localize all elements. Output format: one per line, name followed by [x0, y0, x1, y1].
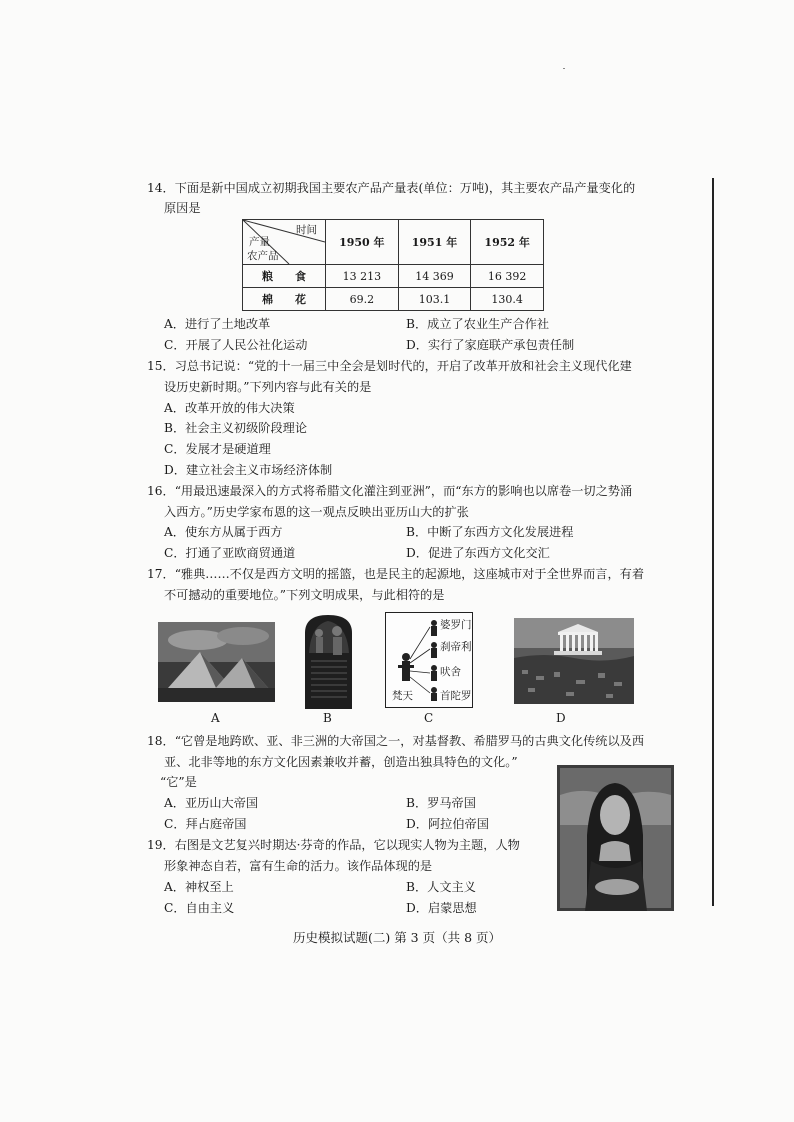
pyramids-drawing — [158, 622, 275, 702]
q18-stem-line3: “它”是 — [160, 775, 197, 789]
q14-stem-line1: 14．下面是新中国成立初期我国主要农产品产量表(单位：万吨)，其主要农产品产量变化的 — [147, 181, 636, 195]
table-row — [243, 265, 544, 288]
corner-label-output: 产量 — [249, 236, 270, 248]
q15-stem-line1: 15．习总书记说：“党的十一届三中全会是划时代的，开启了改革开放和社会主义现代化建 — [147, 359, 632, 373]
mona-lisa-image[interactable] — [557, 765, 674, 911]
q14-stem-line2: 原因是 — [164, 201, 201, 215]
q18-option-b[interactable]: B．罗马帝国 — [406, 796, 476, 810]
table-cell: 130.4 — [471, 288, 544, 311]
q18-option-d[interactable]: D．阿拉伯帝国 — [406, 817, 489, 831]
table-header-1952: 1952 年 — [471, 220, 544, 265]
table-cell: 69.2 — [326, 288, 399, 311]
q15-option-c[interactable]: C．发展才是硬道理 — [164, 442, 271, 456]
acropolis-image[interactable] — [514, 618, 634, 704]
q18-option-c[interactable]: C．拜占庭帝国 — [164, 817, 247, 831]
table-header-1950: 1950 年 — [326, 220, 399, 265]
q18-stem-line2: 亚、北非等地的东方文化因素兼收并蓄，创造出独具特色的文化。” — [164, 755, 518, 769]
table-corner-cell — [243, 220, 326, 265]
caste-label-brahma: 梵天 — [392, 690, 413, 702]
q19-option-b[interactable]: B．人文主义 — [406, 880, 476, 894]
image-label-a: A — [211, 711, 220, 725]
row-label-cotton: 棉 花 — [243, 288, 326, 311]
page-footer: 历史模拟试题(二) 第 3 页（共 8 页） — [292, 930, 502, 945]
stele-drawing — [299, 613, 358, 709]
table-row — [243, 288, 544, 311]
q19-stem-line1: 19．右图是文艺复兴时期达·芬奇的作品，它以现实人物为主题，人物 — [147, 838, 520, 852]
q17-stem-line1: 17．“雅典……不仅是西方文明的摇篮，也是民主的起源地，这座城市对于全世界而言，有着 — [147, 567, 645, 581]
q16-option-c[interactable]: C．打通了亚欧商贸通道 — [164, 546, 296, 560]
q14-option-d[interactable]: D．实行了家庭联产承包责任制 — [406, 338, 575, 352]
q14-production-table — [242, 219, 544, 311]
q16-stem-line1: 16．“用最迅速最深入的方式将希腊文化灌注到亚洲”，而“东方的影响也以席卷一切之势涌 — [147, 484, 633, 498]
q17-stem-line2: 不可撼动的重要地位。”下列文明成果，与此相符的是 — [164, 588, 445, 602]
corner-label-time: 时间 — [296, 224, 317, 236]
q19-option-a[interactable]: A．神权至上 — [164, 880, 234, 894]
binding-margin-line — [712, 178, 714, 906]
q15-stem-line2: 设历史新时期。”下列内容与此有关的是 — [164, 380, 372, 394]
table-header-1951: 1951 年 — [398, 220, 471, 265]
corner-label-product: 农产品 — [247, 250, 279, 262]
q14-option-c[interactable]: C．开展了人民公社化运动 — [164, 338, 308, 352]
q18-option-a[interactable]: A．亚历山大帝国 — [164, 796, 259, 810]
q18-stem-line1: 18．“它曾是地跨欧、亚、非三洲的大帝国之一，对基督教、希腊罗马的古典文化传统以及西 — [147, 734, 645, 748]
image-label-c: C — [424, 711, 434, 725]
q15-option-a[interactable]: A．改革开放的伟大决策 — [164, 401, 295, 415]
q15-option-b[interactable]: B．社会主义初级阶段理论 — [164, 421, 308, 435]
q15-option-d[interactable]: D．建立社会主义市场经济体制 — [164, 463, 333, 477]
table-cell: 14 369 — [398, 265, 471, 288]
hammurabi-stele-image[interactable] — [299, 613, 358, 709]
image-label-d: D — [556, 711, 566, 725]
q19-stem-line2: 形象神态自若，富有生命的活力。该作品体现的是 — [164, 859, 433, 873]
caste-label-vaishya: 吠舍 — [440, 666, 461, 678]
acropolis-drawing — [514, 618, 634, 704]
caste-label-kshatriya: 刹帝利 — [440, 641, 472, 653]
mona-lisa-drawing — [557, 765, 674, 911]
caste-diagram-image[interactable] — [385, 612, 473, 708]
caste-label-shudra: 首陀罗 — [440, 690, 472, 702]
table-cell: 13 213 — [326, 265, 399, 288]
pyramids-image[interactable] — [158, 622, 275, 702]
q19-option-c[interactable]: C．自由主义 — [164, 901, 235, 915]
q16-option-a[interactable]: A．使东方从属于西方 — [164, 525, 283, 539]
q16-option-d[interactable]: D．促进了东西方文化交汇 — [406, 546, 550, 560]
scan-speck — [563, 68, 565, 69]
image-label-b: B — [323, 711, 332, 725]
row-label-grain: 粮 食 — [243, 265, 326, 288]
table-cell: 16 392 — [471, 265, 544, 288]
caste-label-brahmin: 婆罗门 — [440, 619, 472, 631]
q16-option-b[interactable]: B．中断了东西方文化发展进程 — [406, 525, 574, 539]
q16-stem-line2: 入西方。”历史学家布恩的这一观点反映出亚历山大的扩张 — [164, 505, 469, 519]
q14-option-b[interactable]: B．成立了农业生产合作社 — [406, 317, 550, 331]
q19-option-d[interactable]: D．启蒙思想 — [406, 901, 477, 915]
q14-option-a[interactable]: A．进行了土地改革 — [164, 317, 271, 331]
table-cell: 103.1 — [398, 288, 471, 311]
